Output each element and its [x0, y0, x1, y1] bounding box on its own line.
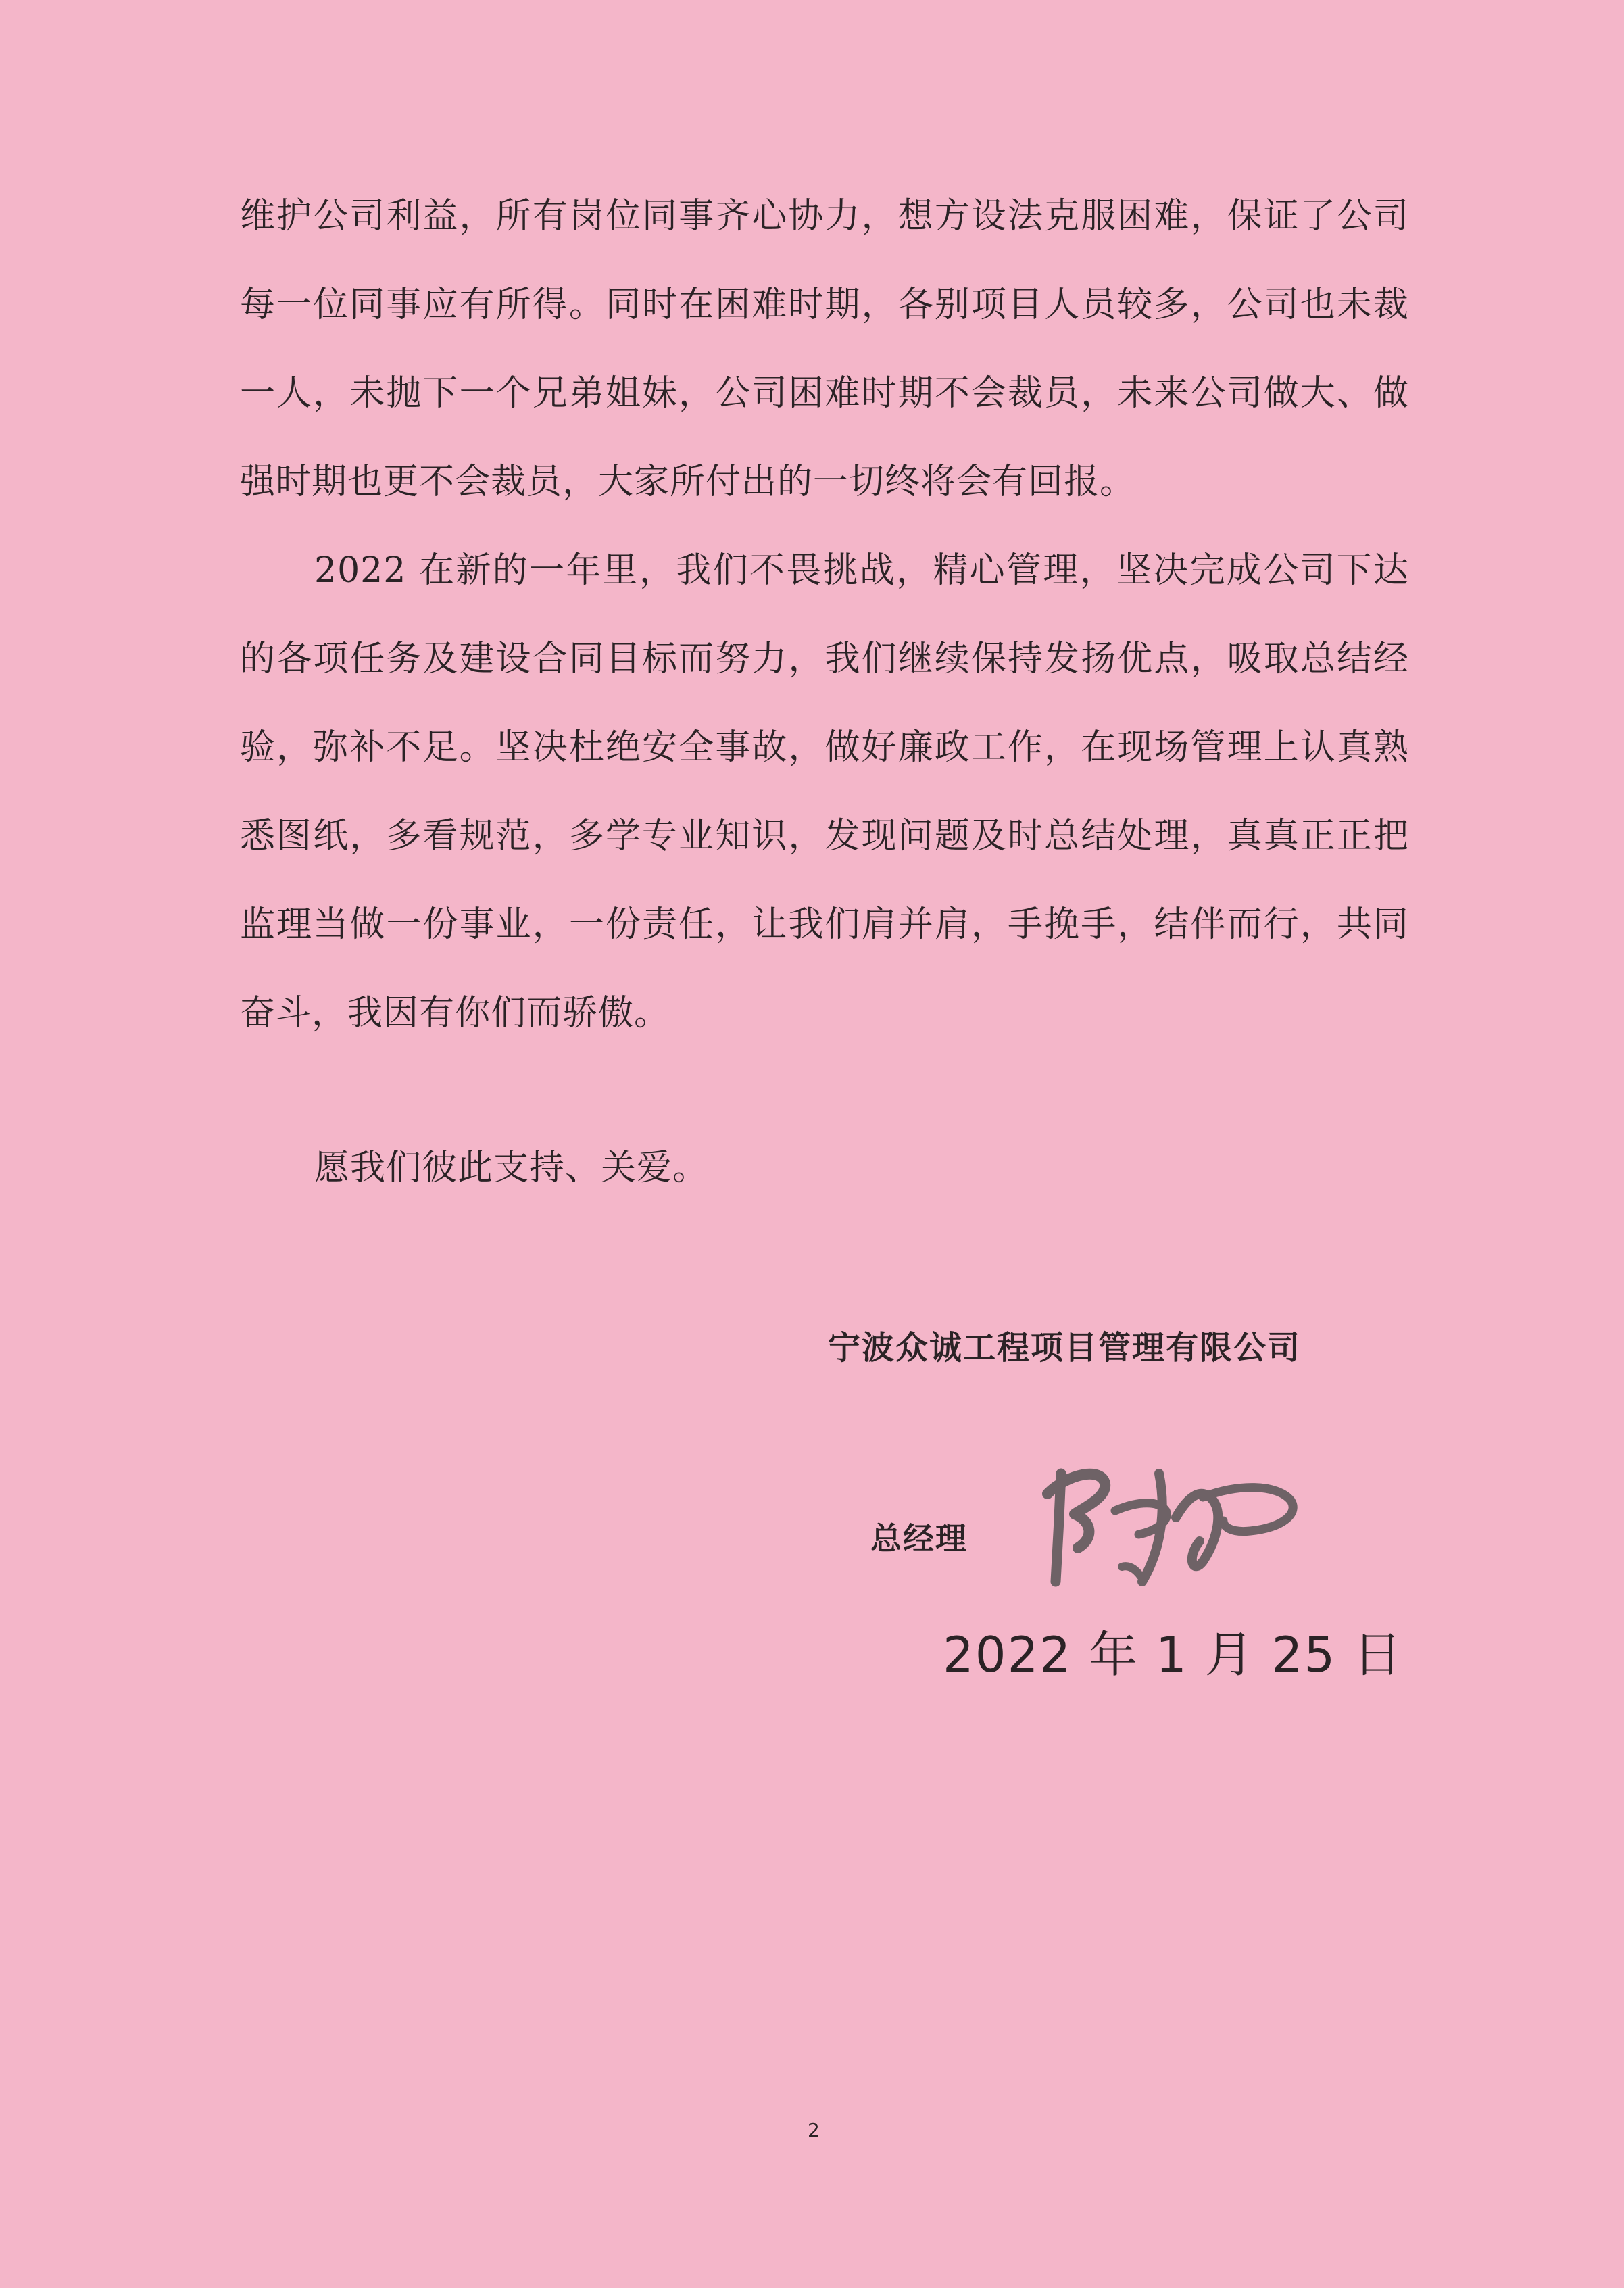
company-name: 宁波众诚工程项目管理有限公司: [828, 1329, 1302, 1367]
handwritten-signature: [1020, 1446, 1304, 1595]
paragraph-2: 2022 在新的一年里，我们不畏挑战，精心管理，坚决完成公司下达的各项任务及建设合同目标而努力，我们继续保持发扬优点，吸取总结经验，弥补不足。坚决杜绝安全事故，做好廉政工作，在现场管理上认真熟悉图纸，多看规范，多学专业知识，发现问题及时总结处理，真真正正把监理当做一份事业，一份责任，让我们肩并肩，手挽手，结伴而行，共同奋斗，我因有你们而骄傲。: [240, 550, 1409, 1033]
letter-body: [240, 172, 1409, 1213]
letter-date: 2022 年 1 月 25 日: [943, 1626, 1404, 1683]
paragraph-3: 愿我们彼此支持、关爱。: [314, 1148, 709, 1188]
paragraph-1: 维护公司利益，所有岗位同事齐心协力，想方设法克服困难，保证了公司每一位同事应有所得。同时在困难时期，各别项目人员较多，公司也未裁一人，未抛下一个兄弟姐妹，公司困难时期不会裁员，未来公司做大、做强时期也更不会裁员，大家所付出的一切终将会有回报。: [240, 196, 1409, 502]
general-manager-label: 总经理: [870, 1520, 968, 1557]
page-number: 2: [808, 2119, 820, 2141]
